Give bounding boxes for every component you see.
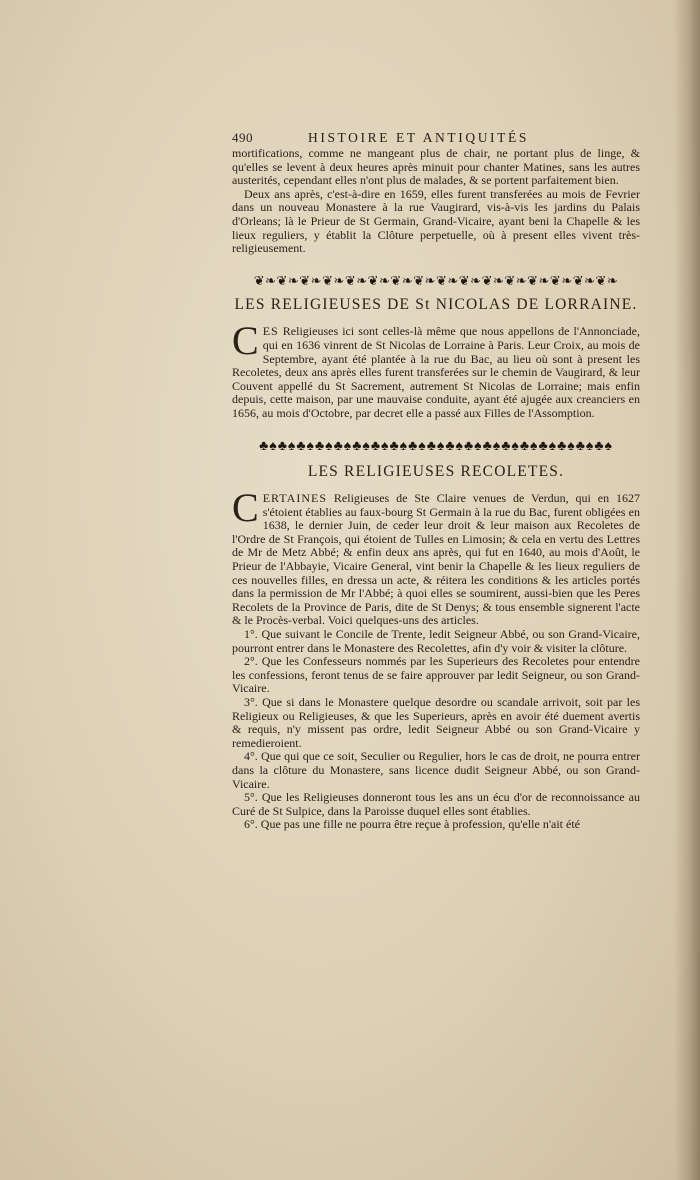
- ornament-divider-1: ❦❧❦❧❦❧❦❧❦❧❦❧❦❧❦❧❦❧❦❧❦❧❦❧❦❧❦❧❦❧❦❧: [253, 272, 619, 288]
- ornament-divider-2: ♣♠♣♠♣♠♣♠♣♠♣♠♣♠♣♠♣♠♣♠♣♠♣♠♣♠♣♠♣♠♣♠♣♠♣♠♣♠: [259, 438, 613, 454]
- article-4: 4°. Que qui que ce soit, Seculier ou Regulier, hors le cas de droit, ne pourra entrer dans la clôture du Monastere, sans licence dudit Seigneur Abbé, ou son Grand-Vicaire.: [232, 749, 640, 791]
- article-1: 1°. Que suivant le Concile de Trente, ledit Seigneur Abbé, ou son Grand-Vicaire, pourront entrer dans le Monastere des Recolettes, afin d'y voir & visiter la clôture.: [232, 627, 640, 655]
- page-gutter-shadow: [674, 0, 700, 1180]
- page-number: 490: [232, 130, 253, 145]
- intro-paragraph-2: Deux ans après, c'est-à-dire en 1659, elles furent transferées au mois de Fevrier dans un nouveau Monastere à la rue Vaugirard, vis-à-vis les jardins du Palais d'Orleans; là le Prieur de St Germain, Grand-Vicaire, ayant beni la Chapelle & les lieux reguliers, y établit la Clôture perpetuelle, où à present elles vivent très-religieusement.: [232, 186, 640, 256]
- section-1-paragraph: [232, 318, 640, 420]
- section-title-recoletes: LES RELIGIEUSES RECOLETES.: [307, 462, 565, 480]
- section-2-paragraph: [232, 485, 640, 628]
- running-head: [232, 131, 640, 147]
- section-title-nicolas-de-lorraine: LES RELIGIEUSES DE St NICOLAS DE LORRAINE.: [234, 295, 638, 313]
- article-6: 6°. Que pas une fille ne pourra être reçue à profession, qu'elle n'ait été: [244, 817, 580, 832]
- drop-cap: C: [232, 485, 259, 531]
- drop-cap: C: [232, 318, 259, 364]
- section-1-body: Religieuses ici sont celles-là même que nous appellons de l'Annonciade, qui en 1636 vinrent de St Nicolas de Lorraine à Paris. Leur Croix, au mois de Septembre, ayant été plantée à la rue du Bac, au lieu où sont à present les Recoletes, deux ans après elles furent transferées sur le chemin de Vaugirard, & leur Couvent appellé du St Sacrement, autrement St Nicolas de Lorraine; mais enfin depuis, cette maison, par une mauvaise conduite, ayant été ajugée aux creanciers en 1656, au mois d'Octobre, par decret elle a passé aux Filles de l'Assomption.: [232, 324, 640, 420]
- article-3: 3°. Que si dans le Monastere quelque desordre ou scandale arrivoit, soit par les Religieux ou Religieuses, & que les Superieurs, après en avoir été duement avertis & requis, n'y missent pas ordre, ledit Seigneur Abbé ou son Grand-Vicaire y remedieroient.: [232, 695, 640, 750]
- intro-paragraph-1: mortifications, comme ne mangeant plus de chair, ne portant plus de linge, & qu'elles se levent à deux heures après minuit pour chanter Matines, sans les autres austerités, cependant elles n'ont plus de malades, & se portent parfaitement bien.: [232, 146, 640, 188]
- article-2: 2°. Que les Confesseurs nommés par les Superieurs des Recoletes pour entendre les confessions, feront tenus de se faire approuver par ledit Seigneur, ou son Grand-Vicaire.: [232, 654, 640, 696]
- article-5: 5°. Que les Religieuses donneront tous les ans un écu d'or de reconnoissance au Curé de St Sulpice, dans la Paroisse duquel elles sont établies.: [232, 790, 640, 818]
- text-block: [232, 131, 640, 832]
- section-2-body: Religieuses de Ste Claire venues de Verdun, qui en 1627 s'étoient établies au faux-bourg St Germain à la rue du Bac, furent obligées en 1638, le dernier Juin, de ceder leur droit & leur maison aux Recoletes de l'Ordre de St François, qui étoient de Tulles en Limosin; & cela en vertu des Lettres de Mr de Metz Abbé; & enfin deux ans après, qui fut en 1640, au mois d'Août, le Prieur de l'Abbayie, Vicaire General, vint benir la Chapelle & les lieux reguliers de ces nouvelles filles, en dressa un acte, & réitera les conditions & les articles portés dans la permission de Mr l'Abbé; à quoi elles se soumirent, aussi-bien que les Peres Recolets de la Province de Paris, dite de St Denys; & tous ensemble signerent l'acte & le Procès-verbal. Voici quelques-uns des articles.: [232, 491, 640, 628]
- lead-word: ERTAINES: [262, 491, 328, 506]
- lead-word: ES: [262, 324, 279, 339]
- running-title: HISTOIRE ET ANTIQUITÉS: [308, 130, 529, 145]
